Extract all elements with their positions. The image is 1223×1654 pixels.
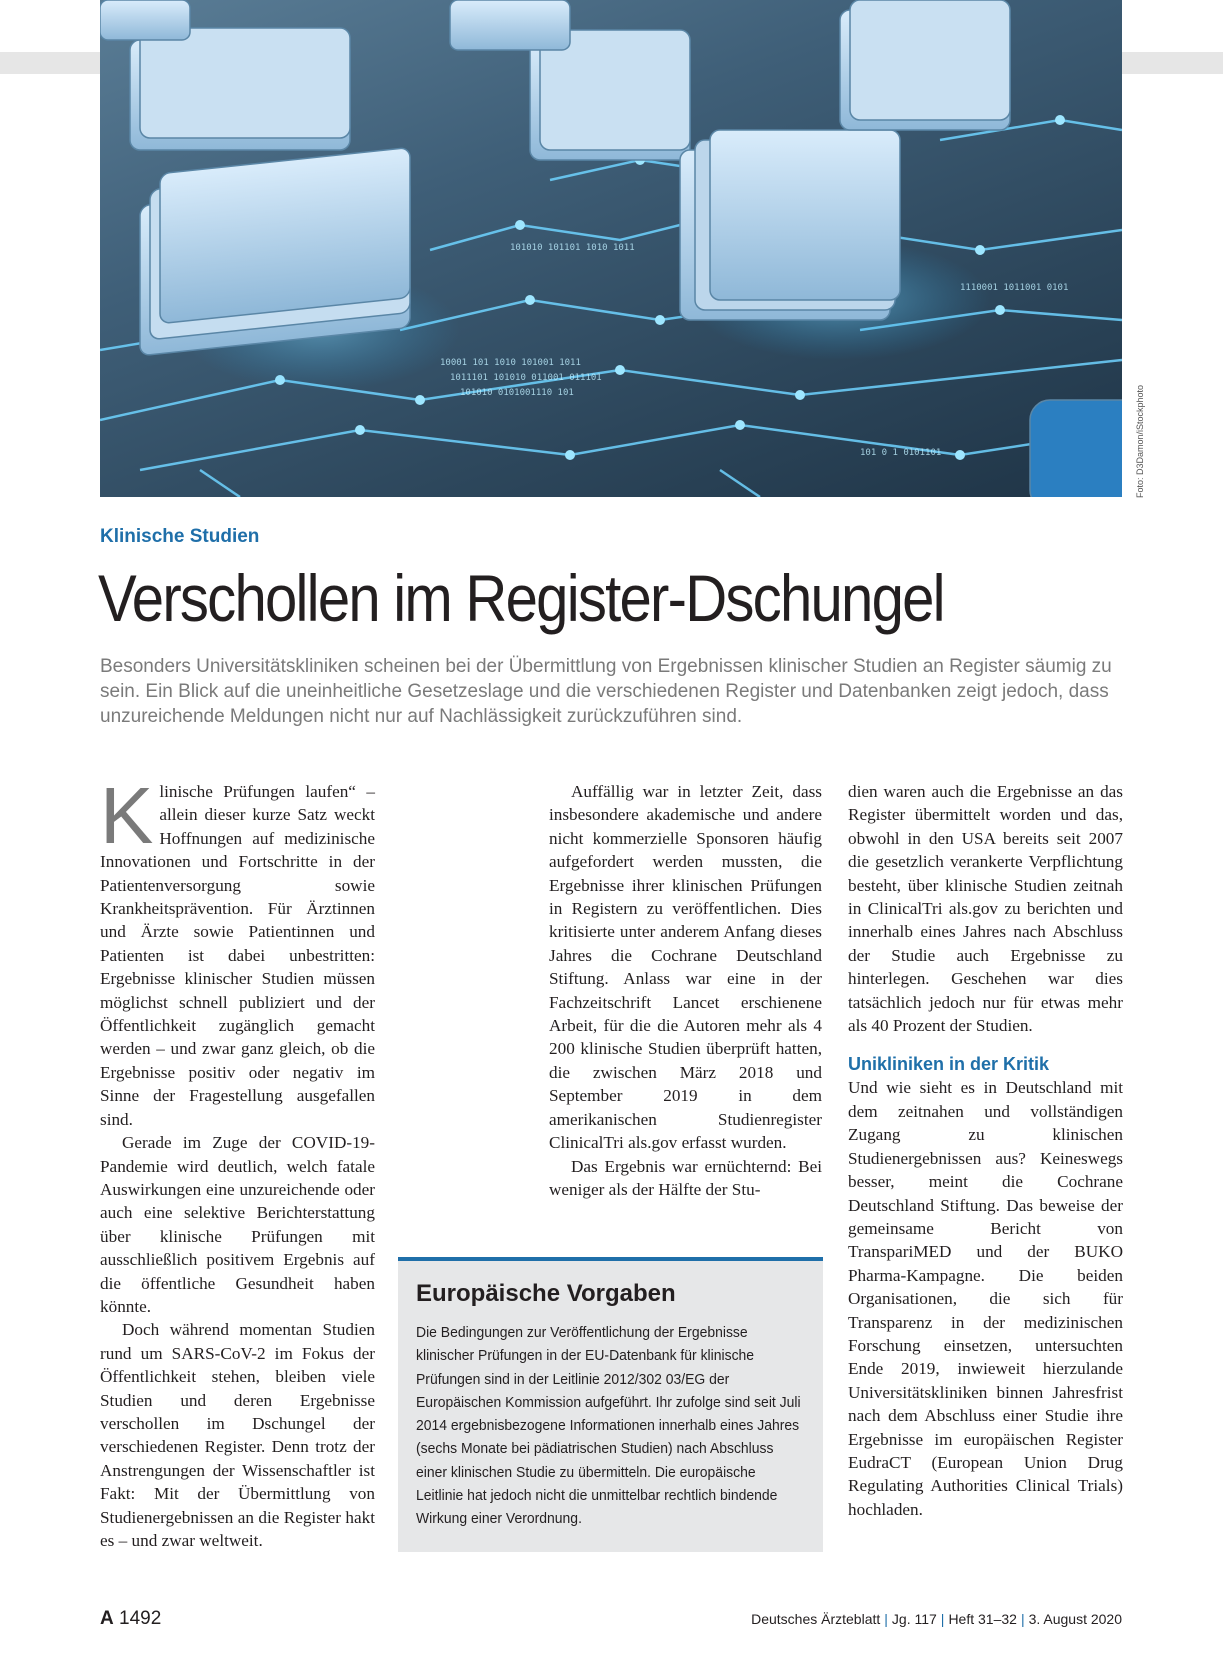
journal-issue: Heft 31–32	[948, 1611, 1017, 1627]
info-box-title: Europäische Vorgaben	[416, 1280, 676, 1307]
separator: |	[884, 1611, 888, 1627]
article-paragraph: Doch während momentan Studien rund um SARS-CoV-2 im Fokus der Öffentlichkeit stehen, bleiben viele Studien und deren Ergebnisse verschollen im Dschungel der verschiedenen Register. Denn trotz der Anstrengungen der Wissenschaftler ist Fakt: Mit der Übermittlung von Studienergebnissen an die Register hakt es – und zwar weltweit.	[100, 1320, 375, 1550]
drop-cap: K	[100, 771, 154, 860]
section-subhead: Unikliniken in der Kritik	[848, 1054, 1050, 1075]
article-column-1	[100, 771, 375, 1552]
journal-footer	[751, 1611, 1122, 1627]
article-paragraph	[100, 771, 375, 1131]
svg-text:1110001 1011001 0101: 1110001 1011001 0101	[960, 283, 1069, 293]
article-paragraph: Das Ergebnis war ernüchternd: Bei weniger als der Hälfte der Stu-	[549, 1156, 822, 1199]
article-lead: Besonders Universitätskliniken scheinen bei der Übermittlung von Ergebnissen klinischer Studien an Register säumig zu sein. Ein Blick auf die uneinheitliche Gesetzeslage und die verschiedenen Register und Datenbanken zeigt jedoch, dass unzureichende Meldungen nicht nur auf Nachlässigkeit zurückzuführen sind.	[100, 656, 1112, 727]
svg-text:1011101 101010 011001 011101: 1011101 101010 011001 011101	[450, 373, 602, 383]
article-paragraph: Auffällig war in letzter Zeit, dass insbesondere akademische und andere nicht kommerzielle Sponsoren häufig aufgefordert werden mussten, die Ergebnisse ihrer klinischen Prüfungen in Registern zu veröffentlichen. Dies kritisierte unter anderem Anfang dieses Jahres die Cochrane Deutschland Stiftung. Anlass war eine in der Fachzeitschrift Lancet erschienene Arbeit, für die die Autoren mehr als 4 200 klinische Studien überprüft hatten, die zwischen März 2018 und September 2019 in dem amerikanischen Studienregister ClinicalTri als.gov erfasst wurden.	[549, 782, 822, 1153]
article-headline: Verschollen im Register-Dschungel	[98, 561, 944, 635]
separator: |	[940, 1611, 945, 1627]
circuit-folders-illustration	[100, 0, 1122, 497]
article-kicker: Klinische Studien	[100, 526, 260, 547]
journal-date: 3. August 2020	[1028, 1611, 1122, 1627]
svg-text:10001 101 1010 101001 1011: 10001 101 1010 101001 1011	[440, 358, 581, 368]
photo-credit: Foto: D3Damon/iStockphoto	[1135, 384, 1145, 498]
article-paragraph: Und wie sieht es in Deutschland mit dem zeitnahen und vollständigen Zugang zu klinischen Studienergebnissen aus? Keineswegs besser, meint die Cochrane Deutschland Stiftung. Das beweise der gemeinsame Bericht von TranspariMED und der BUKO Pharma-Kampagne. Die beiden Organisationen, die sich für Transparenz in der medizinischen Forschung einsetzen, untersuchten Ende 2019, inwieweit hierzulande Universitätskliniken binnen Jahresfrist nach dem Abschluss einer Studie ihre Ergebnisse im europäischen Register EudraCT (European Union Drug Regulating Authorities Clinical Trials) hochladen.	[848, 1078, 1123, 1519]
page-prefix: A	[100, 1608, 114, 1629]
info-box-text: Die Bedingungen zur Veröffentlichung der Ergebnisse klinischer Prüfungen in der EU-Datenbank für klinische Prüfungen sind in der Leitlinie 2012/302 03/EG der Europäischen Kommission aufgeführt. Ihr zufolge sind seit Juli 2014 ergebnisbezogene Informationen innerhalb eines Jahres (sechs Monate bei pädiatrischen Studien) nach Abschluss einer klinischen Studie zu übermitteln. Die europäische Leitlinie hat jedoch nicht die unmittelbar rechtlich bindende Wirkung einer Verordnung.	[416, 1324, 801, 1528]
article-column-3	[848, 780, 1123, 1521]
paragraph-text: linische Prüfungen laufen“ – allein dieser kurze Satz weckt Hoffnungen auf medizinische Innovationen und Fortschritte in der Patientenversorgung sowie Krankheitsprävention. Für Ärztinnen und Ärzte sowie Patientinnen und Patienten ist dabei unbestritten: Ergebnisse klinischer Studien müssen möglichst schnell publiziert und der Öffentlichkeit zugänglich gemacht werden – und zwar ganz gleich, ob die Ergebnisse positiv oder negativ im Sinne der Fragestellung ausgefallen sind.	[100, 782, 375, 1129]
info-box	[398, 1257, 823, 1552]
article-paragraph: dien waren auch die Ergebnisse an das Register übermittelt worden und das, obwohl in den USA bereits seit 2007 die gesetzlich verankerte Verpflichtung besteht, über klinische Studien zeitnah in ClinicalTri als.gov zu berichten und innerhalb eines Jahres nach Abschluss der Studie auch Ergebnisse zu hinterlegen. Geschehen war dies tatsächlich jedoch nur für etwas mehr als 40 Prozent der Studien.	[848, 782, 1123, 1036]
article-paragraph: Gerade im Zuge der COVID-19-Pandemie wird deutlich, welch fatale Auswirkungen eine unzureichende oder auch eine selektive Berichterstattung über klinische Prüfungen mit ausschließlich positivem Ergebnis auf die öffentliche Gesundheit haben könnte.	[100, 1133, 375, 1316]
page-number-value: 1492	[119, 1608, 162, 1629]
journal-name: Deutsches Ärzteblatt	[751, 1611, 881, 1627]
article-column-2	[549, 780, 822, 1201]
svg-text:101010 0101001110 101: 101010 0101001110 101	[460, 388, 574, 398]
hero-image	[100, 0, 1122, 497]
journal-volume: Jg. 117	[891, 1611, 937, 1627]
separator: |	[1020, 1611, 1025, 1627]
page-number	[100, 1608, 161, 1630]
svg-text:101 0 1 0101101: 101 0 1 0101101	[860, 448, 942, 458]
svg-text:101010 101101 1010 1011: 101010 101101 1010 1011	[510, 243, 635, 253]
